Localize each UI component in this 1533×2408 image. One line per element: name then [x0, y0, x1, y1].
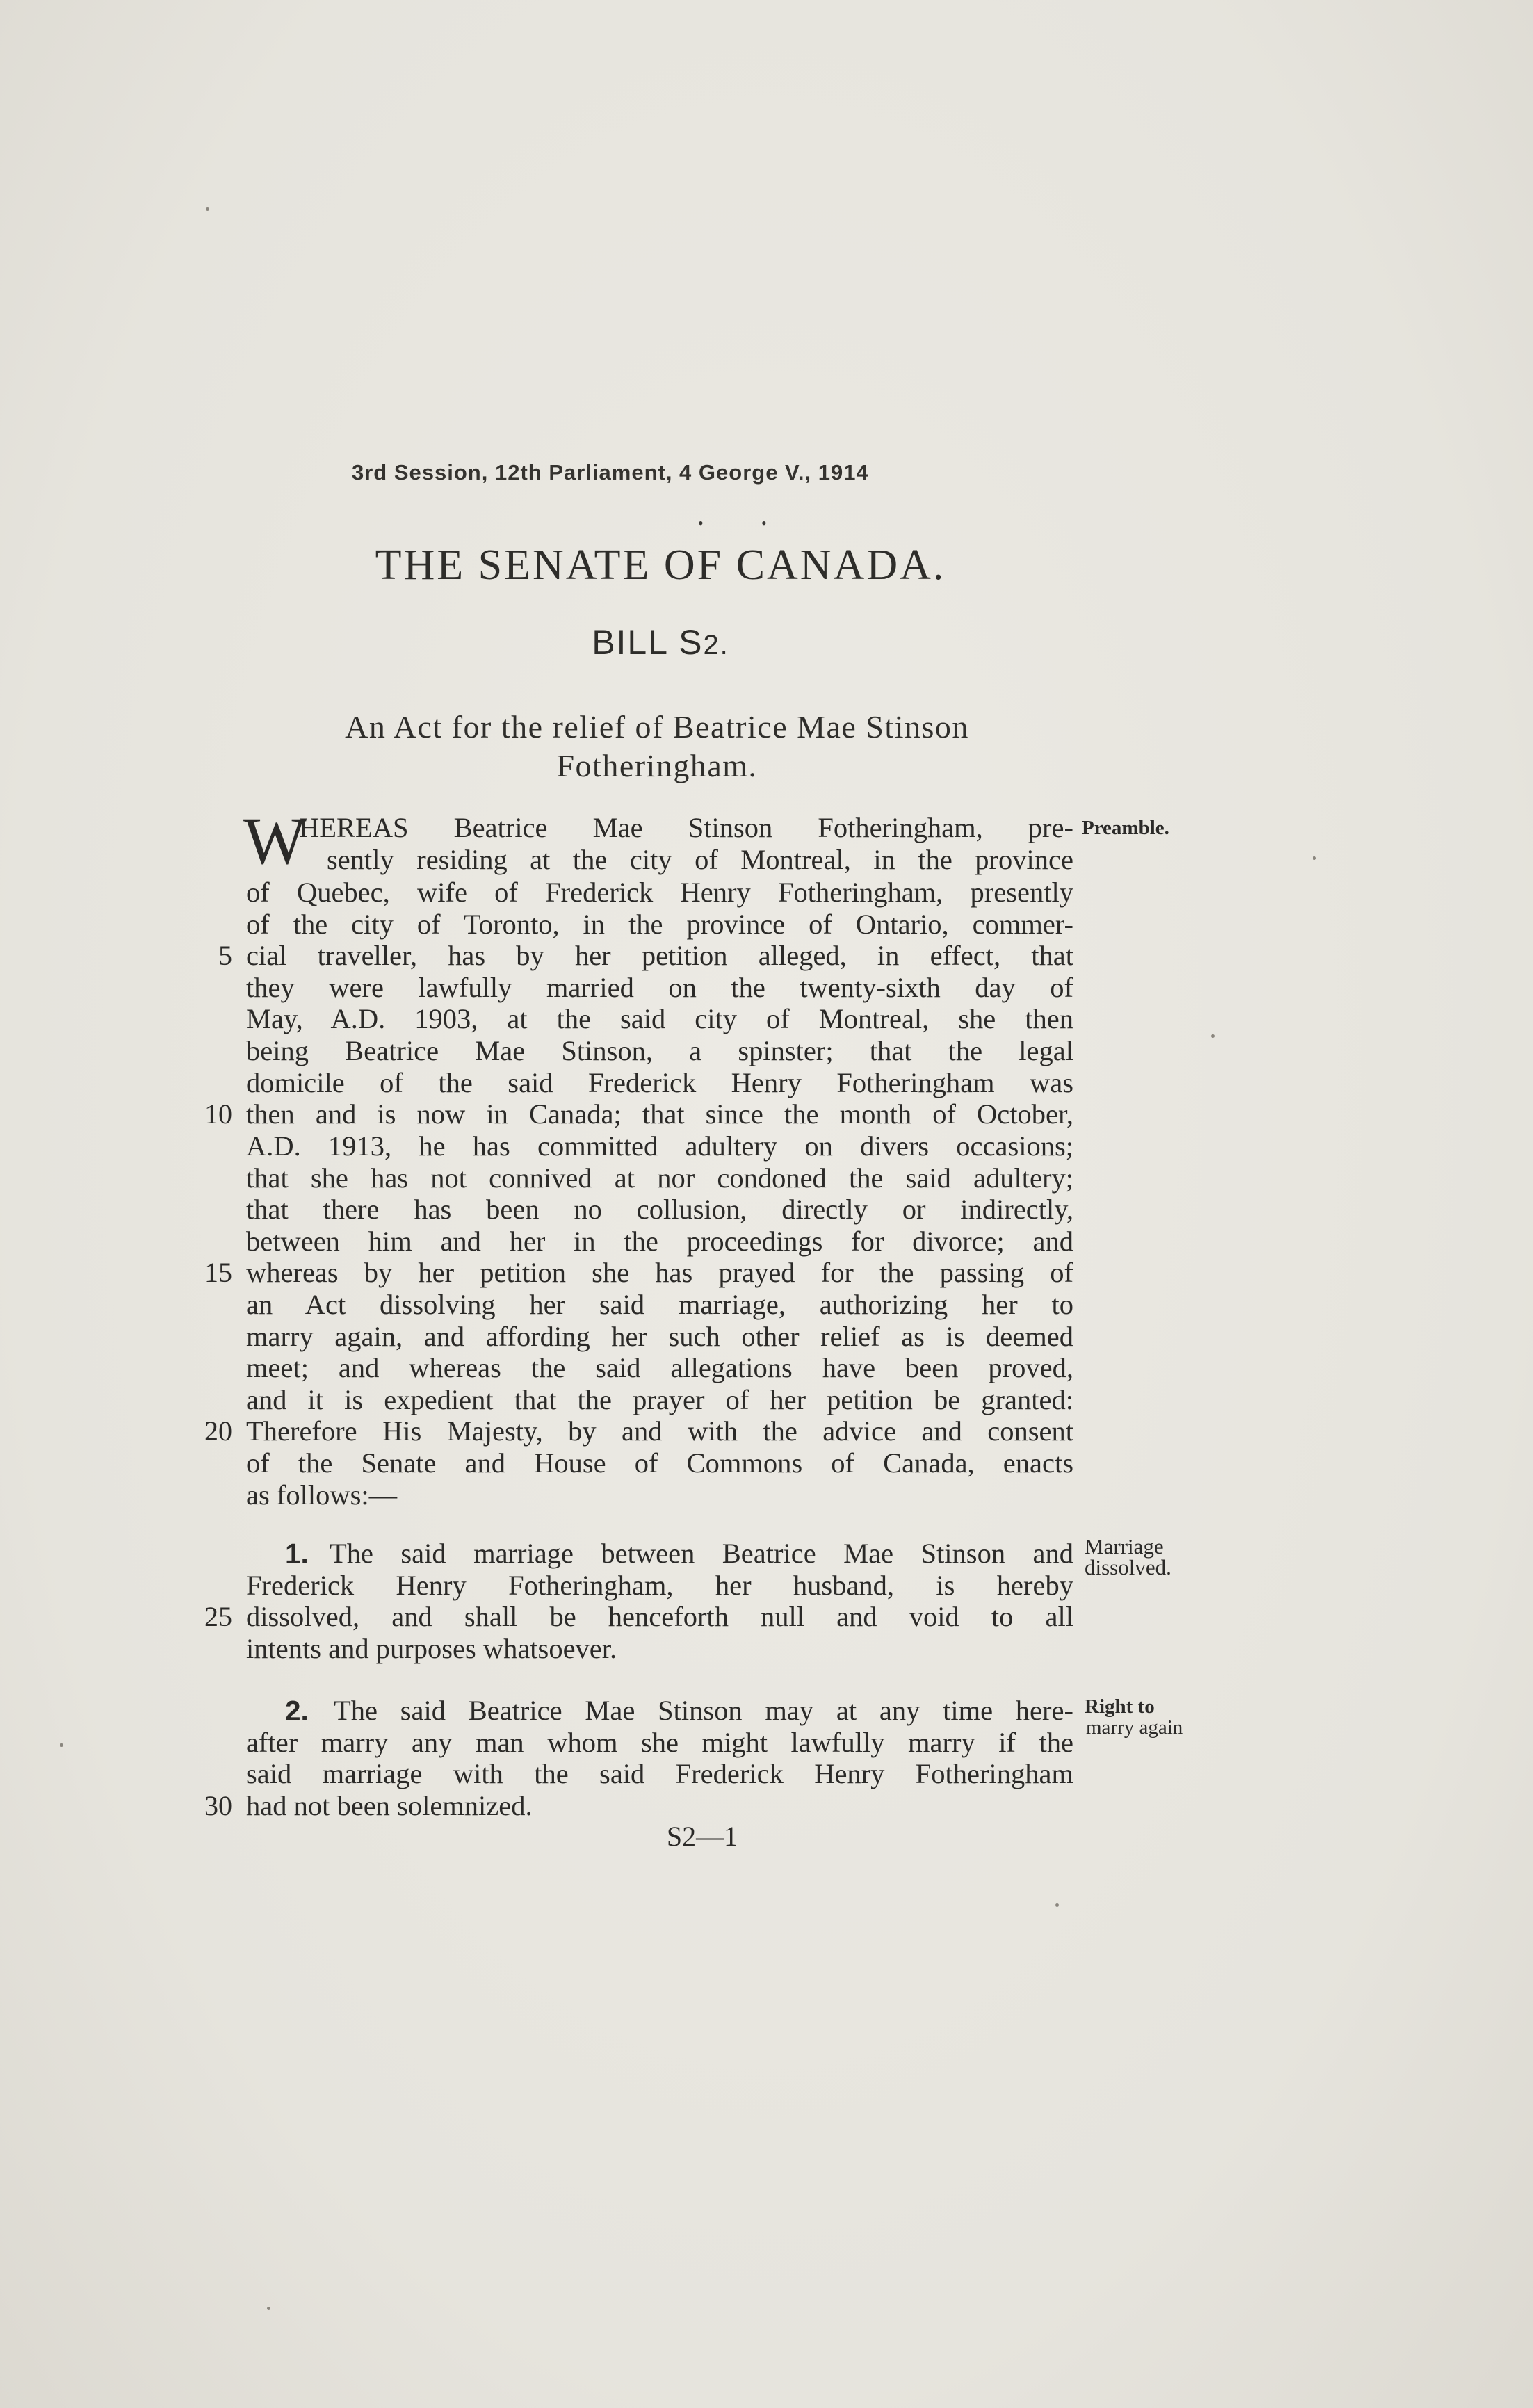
section-2-line: had not been solemnized. [246, 1790, 533, 1821]
line-number: 20 [204, 1415, 232, 1447]
preamble-line: then and is now in Canada; that since the month of October, [246, 1098, 1073, 1130]
line-number: 10 [204, 1098, 232, 1130]
preamble-line: as follows:— [246, 1479, 398, 1511]
line-number: 25 [204, 1601, 232, 1632]
preamble-line: of the city of Toronto, in the province of Ontario, commer- [246, 909, 1073, 940]
act-title-line: An Act for the relief of Beatrice Mae Stinson [345, 709, 969, 745]
preamble-line: HEREAS Beatrice Mae Stinson Fotheringham, pre- [299, 812, 1073, 843]
preamble-line: domicile of the said Frederick Henry Fotheringham was [246, 1067, 1073, 1098]
session-line: 3rd Session, 12th Parliament, 4 George V., 1914 [352, 460, 869, 485]
paper-speck [1211, 1034, 1215, 1038]
margin-note-line: dissolved. [1085, 1555, 1171, 1579]
section-2-line: The said Beatrice Mae Stinson may at any time here- [334, 1695, 1073, 1726]
section-1-line: dissolved, and shall be henceforth null and void to all [246, 1601, 1073, 1632]
section-1-line: intents and purposes whatsoever. [246, 1633, 617, 1664]
preamble-line: meet; and whereas the said allegations have been proved, [246, 1352, 1073, 1383]
line-number: 5 [218, 940, 232, 971]
section-number [285, 1695, 313, 1727]
drop-cap: W [243, 804, 307, 878]
preamble-line: and it is expedient that the prayer of her petition be granted: [246, 1384, 1073, 1415]
paper-speck [206, 207, 209, 211]
act-title [264, 708, 1050, 786]
preamble-line: between him and her in the proceedings for divorce; and [246, 1226, 1073, 1257]
preamble-line: that she has not connived at nor condoned the said adultery; [246, 1162, 1073, 1194]
preamble-line: Therefore His Majesty, by and with the advice and consent [246, 1415, 1073, 1447]
preamble-line: whereas by her petition she has prayed for the passing of [246, 1257, 1073, 1288]
bill-number [459, 622, 862, 662]
preamble-line: cial traveller, has by her petition alleged, in effect, that [246, 940, 1073, 971]
line-number: 15 [204, 1257, 232, 1288]
margin-note-right-to-marry [1085, 1696, 1183, 1738]
act-title-line: Fotheringham. [556, 748, 758, 783]
section-2-line: after marry any man whom she might lawfully marry if the [246, 1727, 1073, 1758]
paper-speck [267, 2307, 270, 2310]
preamble-line: of Quebec, wife of Frederick Henry Fotheringham, presently [246, 877, 1073, 908]
preamble-line: sently residing at the city of Montreal, in the province [327, 844, 1073, 875]
paper-speck [1313, 856, 1316, 860]
section-number [285, 1538, 313, 1570]
senate-title: THE SENATE OF CANADA. [375, 542, 946, 589]
preamble-line: they were lawfully married on the twenty-sixth day of [246, 972, 1073, 1003]
margin-note-marriage-dissolved [1085, 1536, 1171, 1578]
section-1-line: Frederick Henry Fotheringham, her husband, is hereby [246, 1570, 1073, 1601]
preamble-line: an Act dissolving her said marriage, authorizing her to [246, 1289, 1073, 1320]
bill-label: BILL S [592, 623, 704, 662]
ornament-dot: • [761, 514, 767, 532]
preamble-line: A.D. 1913, he has committed adultery on divers occasions; [246, 1130, 1073, 1162]
preamble-line: of the Senate and House of Commons of Canada, enacts [246, 1447, 1073, 1479]
paper-speck [60, 1743, 63, 1747]
margin-note-preamble: Preamble. [1082, 817, 1169, 839]
margin-note-line: marry again [1086, 1716, 1183, 1739]
preamble-line: May, A.D. 1903, at the said city of Montreal, she then [246, 1003, 1073, 1034]
preamble-line: marry again, and affording her such other relief as is deemed [246, 1321, 1073, 1352]
margin-note-line: Right to [1085, 1695, 1155, 1718]
preamble-line: that there has been no collusion, directly or indirectly, [246, 1194, 1073, 1225]
section-1-number: 1. [285, 1538, 309, 1570]
bill-suffix: 2. [703, 630, 729, 660]
section-2-line: said marriage with the said Frederick Henry Fotheringham [246, 1758, 1073, 1789]
page-footer: S2—1 [666, 1821, 738, 1852]
paper-speck [1055, 1903, 1059, 1907]
section-2-number: 2. [285, 1695, 309, 1727]
section-1-line: The said marriage between Beatrice Mae Stinson and [330, 1538, 1073, 1569]
preamble-line: being Beatrice Mae Stinson, a spinster; that the legal [246, 1035, 1073, 1066]
margin-note-line: Marriage [1085, 1534, 1164, 1559]
line-number: 30 [204, 1790, 232, 1821]
ornament-dot: • [698, 514, 704, 532]
